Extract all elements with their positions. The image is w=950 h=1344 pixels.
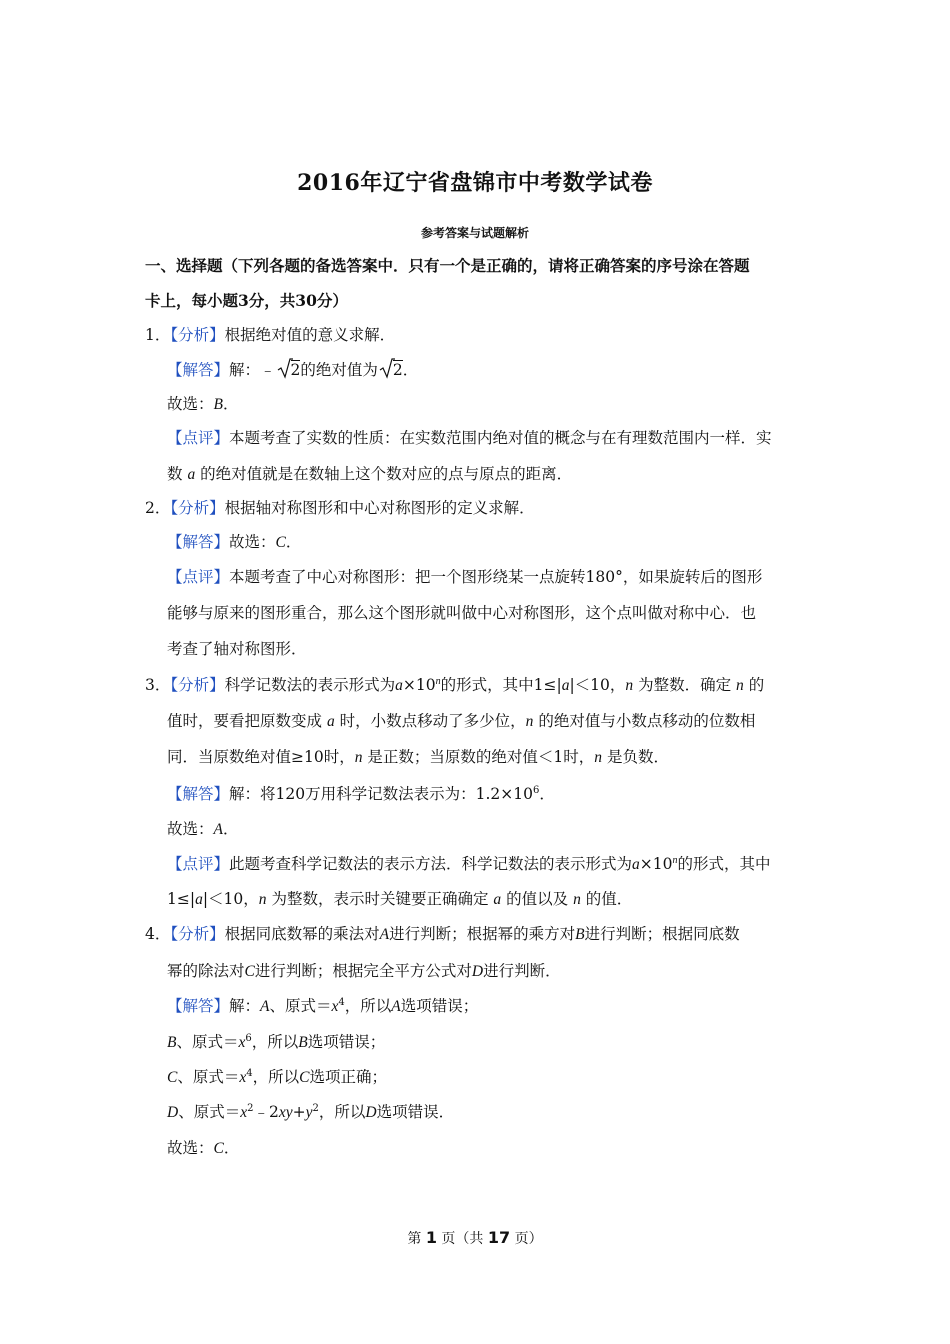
q4-ansD-plus: + [292, 1103, 306, 1121]
analysis-tag: 【分析】 [170, 499, 225, 517]
q3-comment-line-2 [167, 889, 810, 910]
analysis-tag: 【分析】 [170, 676, 225, 694]
q3-a2-mid: 时，小数点移动了多少位， [339, 712, 526, 730]
q3-c2-mid: |＜10， [202, 890, 259, 908]
q4-ansD-D: D [167, 1104, 179, 1121]
q3-a2-a: a [326, 713, 335, 730]
q4-ansC-C2: C [299, 1069, 310, 1086]
q2-answer-prefix: 故选： [229, 533, 276, 551]
q2-comment-line-1 [167, 567, 810, 587]
q4-answer-C [167, 1067, 810, 1088]
q4-a2-D: D [471, 963, 484, 980]
q3-c2-a2: a [493, 891, 502, 908]
q3-choice-end: ． [222, 820, 239, 838]
q3-a1-n3: n [736, 677, 744, 694]
q3-a1-end: 的 [748, 676, 765, 694]
q4-ansD-mid2: ，所以 [318, 1103, 366, 1121]
q3-a1-n: n [435, 676, 441, 687]
comment-tag: 【点评】 [167, 568, 230, 586]
q4-ansA-x: x [331, 998, 339, 1015]
page-title: 2016年辽宁省盘锦市中考数学试卷 [297, 170, 653, 196]
q4-a1-B: B [575, 926, 585, 943]
footer-end: 页） [510, 1231, 543, 1247]
q2-comment-line-3: 考查了轴对称图形． [167, 640, 307, 658]
q3-a3-end: 是负数． [606, 748, 669, 766]
q1-comment2-post: 的绝对值就是在数轴上这个数对应的点与原点的距离． [200, 465, 573, 483]
q4-ansD-exp2: 2 [312, 1103, 319, 1114]
q3-c1-end: 的形式，其中 [677, 855, 771, 873]
q3-a3-mid: 是正数；当原数的绝对值＜1时， [367, 748, 595, 766]
q3-analysis-line-1 [145, 675, 810, 696]
section-heading-line-1: 一、选择题（下列各题的备选答案中．只有一个是正确的，请将正确答案的序号涂在答题 [145, 256, 750, 275]
q1-answer-end: ． [402, 361, 419, 379]
q2-answer [167, 532, 810, 553]
comment-tag: 【点评】 [167, 855, 230, 873]
answer-tag: 【解答】 [167, 785, 230, 803]
q4-a2-pre: 幂的除法对 [167, 962, 245, 980]
q4-ansA-A2: A [391, 998, 401, 1015]
q3-a3-n2: n [594, 749, 603, 766]
q4-ansD-x: x [240, 1104, 248, 1121]
q4-choice-letter: C [213, 1140, 224, 1157]
q2-analysis-text: 根据轴对称图形和中心对称图形的定义求解． [224, 499, 535, 517]
q3-c1-x10: ×10 [639, 855, 673, 873]
q3-comment-line-1 [167, 854, 810, 875]
analysis-tag: 【分析】 [170, 925, 225, 943]
q4-ansC-mid: 、原式＝ [177, 1068, 240, 1086]
q2-comment-line-2: 能够与原来的图形重合，那么这个图形就叫做中心对称图形，这个点叫做对称中心．也 [167, 604, 757, 622]
q1-answer [167, 360, 810, 380]
comment-tag: 【点评】 [167, 429, 230, 447]
q4-number: 4． [145, 925, 171, 943]
answer-tag: 【解答】 [167, 361, 230, 379]
section-heading-line-2: 卡上，每小题3分，共30分） [145, 291, 348, 310]
q4-choice [167, 1138, 810, 1159]
q3-c2-pre: 1≤| [167, 890, 196, 908]
q4-ansA-end: 选项错误； [400, 997, 479, 1015]
q4-answer-D [167, 1102, 810, 1123]
q4-a1-pre: 根据同底数幂的乘法对 [224, 925, 380, 943]
page-footer [0, 1228, 950, 1248]
q3-a1-a2: a [561, 677, 570, 694]
q3-c2-n: n [258, 891, 267, 908]
q1-analysis [145, 325, 810, 345]
q4-analysis-line-1 [145, 924, 810, 945]
q3-a1-n2: n [625, 677, 634, 694]
q4-ansD-minus: ﹣2 [253, 1103, 279, 1121]
q1-comment2-pre: 数 [167, 465, 183, 483]
q2-choice-end: ． [285, 533, 302, 551]
q3-choice-prefix: 故选： [167, 820, 214, 838]
q4-a1-end: 进行判断；根据同底数 [584, 925, 740, 943]
answer-tag: 【解答】 [167, 533, 230, 551]
q3-number: 3． [145, 676, 171, 694]
q3-a1-x10: ×10 [402, 676, 436, 694]
q4-ansA-mid: 、原式＝ [269, 997, 332, 1015]
q4-ansB-x: x [238, 1034, 246, 1051]
q3-a2-end: 的绝对值与小数点移动的位数相 [538, 712, 756, 730]
q3-c1-a: a [632, 856, 640, 873]
q1-answer-prefix: 解：﹣ [229, 361, 276, 379]
q1-choice [167, 394, 810, 415]
q1-comment-text-1: 本题考查了实数的性质：在实数范围内绝对值的概念与在有理数范围内一样．实 [229, 429, 772, 447]
sqrt-symbol-2 [379, 360, 403, 380]
q1-choice-letter: B [213, 396, 223, 413]
q4-a1-A: A [379, 926, 390, 943]
q4-ansC-mid2: ，所以 [252, 1068, 300, 1086]
footer-prefix: 第 [407, 1231, 426, 1247]
answer-tag: 【解答】 [167, 997, 230, 1015]
q2-analysis [145, 498, 810, 518]
footer-middle: 页（共 [436, 1231, 488, 1247]
q1-answer-middle: 的绝对值为 [300, 361, 378, 379]
q2-number: 2． [145, 499, 171, 517]
q4-a2-end: 进行判断． [483, 962, 561, 980]
q3-answer [167, 784, 810, 804]
q4-answer-B [167, 1032, 810, 1053]
q3-analysis-line-3 [167, 747, 810, 768]
q4-ansC-end: 选项正确； [309, 1068, 387, 1086]
q3-c2-n2: n [573, 891, 581, 908]
q4-choice-prefix: 故选： [167, 1139, 214, 1157]
q3-a1-mid2: |＜10， [569, 676, 626, 694]
total-pages: 17 [487, 1228, 511, 1247]
q4-ansA-pre: 解： [229, 997, 261, 1015]
q4-ansC-x: x [239, 1069, 247, 1086]
q1-comment-line-2 [167, 464, 810, 485]
q4-ansD-mid: 、原式＝ [178, 1103, 241, 1121]
q3-answer-end: ． [539, 785, 555, 803]
q3-c1-n: n [672, 855, 678, 866]
q4-ansB-B2: B [298, 1034, 308, 1051]
q1-radicand: 2 [290, 361, 301, 379]
q4-ansA-A: A [260, 998, 270, 1015]
q3-answer-pre: 解：将120万用科学记数法表示为：1.2×10 [229, 785, 533, 803]
q1-choice-end: ． [222, 395, 239, 413]
q1-comment2-var: a [187, 466, 196, 483]
q4-ansC-exp: 4 [246, 1068, 253, 1079]
q4-analysis-line-2 [167, 961, 810, 982]
q4-ansB-end: 选项错误； [307, 1033, 386, 1051]
q2-choice-letter: C [275, 534, 286, 551]
q4-a1-mid: 进行判断；根据幂的乘方对 [389, 925, 576, 943]
analysis-tag: 【分析】 [170, 326, 225, 344]
q3-c2-end: 的值． [585, 890, 633, 908]
q1-analysis-text: 根据绝对值的意义求解． [224, 326, 396, 344]
q3-choice [167, 819, 810, 840]
q3-analysis-line-2 [167, 711, 810, 732]
q2-comment-text-1: 本题考查了中心对称图形：把一个图形绕某一点旋转180°，如果旋转后的图形 [229, 568, 763, 586]
q3-answer-exponent: 6 [532, 785, 540, 796]
q4-ansB-exp: 6 [245, 1033, 252, 1044]
q4-ansB-mid: 、原式＝ [176, 1033, 239, 1051]
q3-a1-mid3: 为整数．确定 [638, 676, 732, 694]
q1-number: 1． [145, 326, 171, 344]
page-number: 1 [425, 1228, 437, 1247]
q3-c1-pre: 此题考查科学记数法的表示方法．科学记数法的表示形式为 [229, 855, 633, 873]
q4-ansD-end: 选项错误． [376, 1103, 455, 1121]
q4-a2-C: C [244, 963, 255, 980]
q4-ansB-B: B [167, 1034, 177, 1051]
q4-ansA-exp: 4 [338, 997, 345, 1008]
q3-c2-mid3: 的值以及 [506, 890, 569, 908]
q3-a1-pre: 科学记数法的表示形式为 [224, 676, 396, 694]
q1-radicand-2: 2 [392, 361, 403, 379]
q3-a2-pre: 值时，要看把原数变成 [167, 712, 323, 730]
q4-ansA-mid2: ，所以 [344, 997, 392, 1015]
q4-ansB-mid2: ，所以 [251, 1033, 299, 1051]
q1-choice-prefix: 故选： [167, 395, 214, 413]
q3-a1-mid: 的形式，其中1≤| [440, 676, 562, 694]
q4-ansD-xy: xy [278, 1104, 293, 1121]
q3-a3-n: n [354, 749, 363, 766]
q1-comment-line-1 [167, 428, 810, 448]
q3-c2-a: a [195, 891, 203, 908]
q4-choice-end: ． [223, 1139, 240, 1157]
page-subtitle: 参考答案与试题解析 [420, 226, 529, 240]
q4-ansC-C: C [167, 1069, 178, 1086]
q3-a2-n: n [525, 713, 534, 730]
q3-c2-mid2: 为整数，表示时关键要正确确定 [271, 890, 489, 908]
q4-answer-A [167, 996, 810, 1017]
sqrt-symbol [277, 360, 301, 380]
q4-ansD-D2: D [365, 1104, 377, 1121]
q4-a2-mid: 进行判断；根据完全平方公式对 [254, 962, 472, 980]
q4-ansD-exp: 2 [247, 1103, 254, 1114]
q4-ansD-y: y [305, 1104, 313, 1121]
q3-choice-letter: A [213, 821, 223, 838]
q3-a1-a: a [395, 677, 403, 694]
q3-a3-pre: 同．当原数绝对值≥10时， [167, 748, 355, 766]
